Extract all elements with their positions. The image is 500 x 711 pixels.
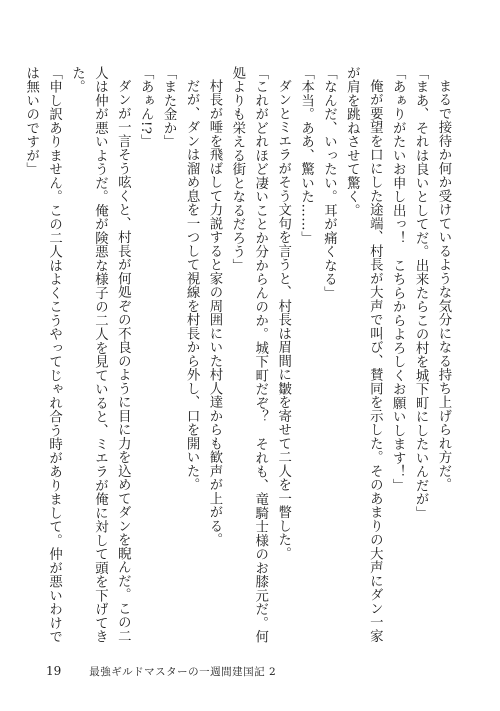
paragraph: 「申し訳ありません。この二人はよくこうやってじゃれ合う時がありまして。仲が悪いわけでは無いのですが」 bbox=[23, 66, 62, 644]
paragraph: 「また金か」 bbox=[161, 66, 177, 149]
paragraph: 「本当。ああ、驚いた……」 bbox=[298, 66, 314, 245]
page-footer bbox=[46, 664, 276, 679]
paragraph: 「あぁん!?」 bbox=[138, 66, 154, 149]
paragraph: まるで接待か何か受けているような気分になる持ち上げられ方だ。 bbox=[436, 79, 451, 492]
paragraph: 「なんだ、いったい。耳が痛くなる」 bbox=[321, 66, 337, 300]
running-title: 最強ギルドマスターの一週間建国記 2 bbox=[89, 666, 277, 678]
paragraph: だが、ダンは溜め息を一つして視線を村長から外し、口を開いた。 bbox=[184, 79, 200, 492]
paragraph: 「まあ、それは良いとしてだ。出来たらこの村を城下町にしたいんだが」 bbox=[413, 66, 429, 520]
paragraph: 俺が要望を口にした途端、村長が大声で叫び、賛同を示した。そのあまりの大声にダン一家が肩を跳ねさせて驚く。 bbox=[344, 66, 383, 644]
paragraph: 「これがどれほど凄いことか分からんのか。城下町だぞ？ それも、竜騎士様のお膝元だ。何処よりも栄える街となるだろう」 bbox=[229, 66, 268, 644]
body-text bbox=[23, 66, 454, 652]
page-number: 19 bbox=[46, 664, 62, 678]
paragraph: ダンが一言そう呟くと、村長が何処ぞの不良のように目に力を込めてダンを睨んだ。この二人は仲が悪いようだ。俺が険悪な様子の二人を見ていると、ミエラが俺に対して頭を下げてきた。 bbox=[69, 66, 131, 644]
paragraph: ダンとミエラがそう文句を言うと、村長は眉間に皺を寄せて二人を一瞥した。 bbox=[275, 79, 291, 561]
paragraph: 「あぁりがたいお申し出っ！ こちらからよろしくお願いします！」 bbox=[390, 66, 406, 493]
paragraph: 村長が唾を飛ばして力説すると家の周囲にいた村人達からも歓声が上がる。 bbox=[206, 79, 222, 547]
